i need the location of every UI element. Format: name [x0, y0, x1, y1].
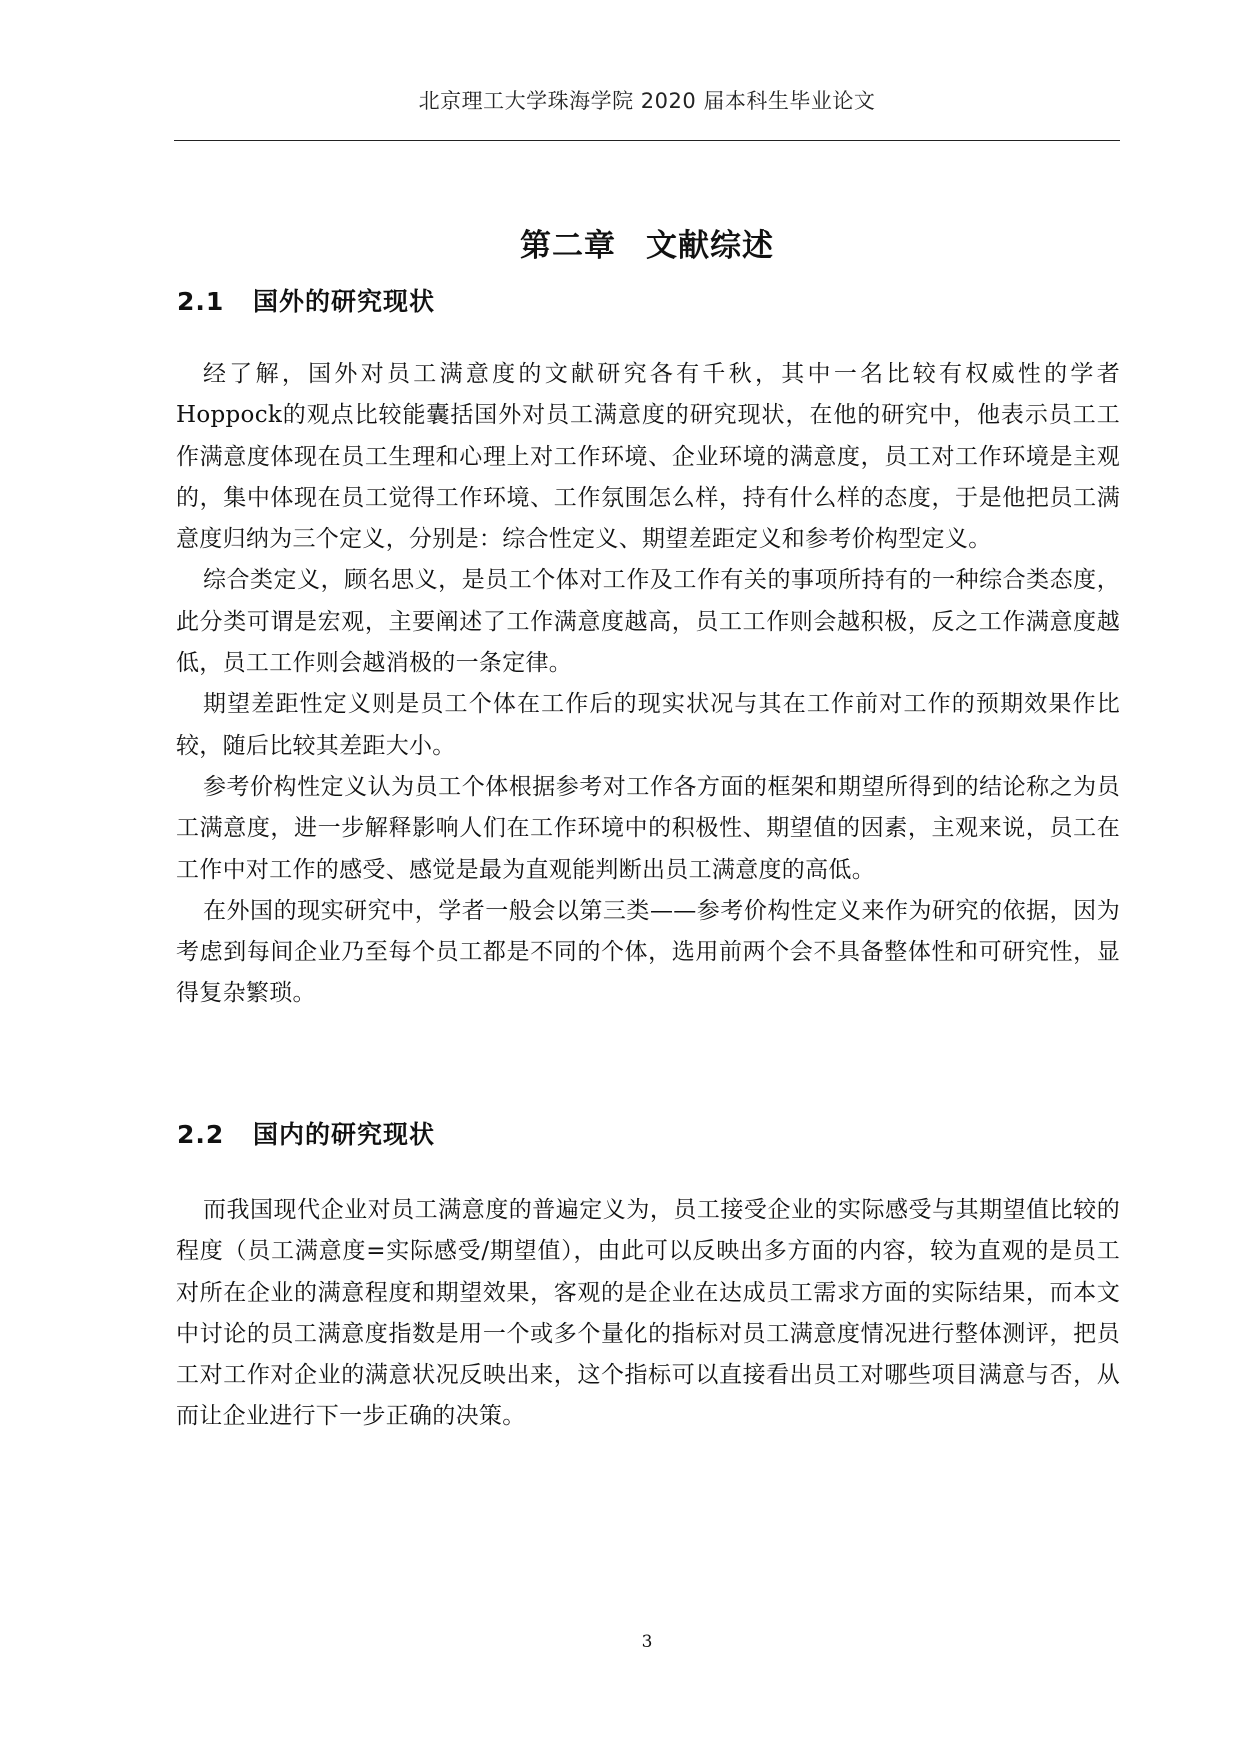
- section-title: 国内的研究现状: [253, 1120, 436, 1149]
- paragraph: 经了解，国外对员工满意度的文献研究各有千秋，其中一名比较有权威性的学者Hoppock的观点比较能囊括国外对员工满意度的研究现状，在他的研究中，他表示员工工作满意度体现在员工生理和心理上对工作环境、企业环境的满意度，员工对工作环境是主观的，集中体现在员工觉得工作环境、工作氛围怎么样，持有什么样的态度，于是他把员工满意度归纳为三个定义，分别是：综合性定义、期望差距定义和参考价构型定义。: [176, 361, 1120, 553]
- paragraph: 而我国现代企业对员工满意度的普遍定义为，员工接受企业的实际感受与其期望值比较的程度（员工满意度=实际感受/期望值），由此可以反映出多方面的内容，较为直观的是员工对所在企业的满意程度和期望效果，客观的是企业在达成员工需求方面的实际结果，而本文中讨论的员工满意度指数是用一个或多个量化的指标对员工满意度情况进行整体测评，把员工对工作对企业的满意状况反映出来，这个指标可以直接看出员工对哪些项目满意与否，从而让企业进行下一步正确的决策。: [176, 1197, 1120, 1430]
- section-heading-2-1: [177, 285, 435, 319]
- chapter-title: [174, 226, 1120, 266]
- header-rule: [174, 140, 1120, 141]
- section-2-1-body: [176, 354, 1120, 1015]
- chapter-number: 第二章: [520, 228, 616, 264]
- paragraph: 在外国的现实研究中，学者一般会以第三类——参考价构性定义来作为研究的依据，因为考虑到每间企业乃至每个员工都是不同的个体，选用前两个会不具备整体性和可研究性，显得复杂繁琐。: [176, 897, 1120, 1007]
- section-number: 2.2: [177, 1120, 225, 1149]
- paragraph: 期望差距性定义则是员工个体在工作后的现实状况与其在工作前对工作的预期效果作比较，随后比较其差距大小。: [176, 691, 1120, 759]
- section-2-2-body: [176, 1190, 1120, 1438]
- section-number: 2.1: [177, 287, 225, 316]
- paragraph: 参考价构性定义认为员工个体根据参考对工作各方面的框架和期望所得到的结论称之为员工满意度，进一步解释影响人们在工作环境中的积极性、期望值的因素，主观来说，员工在工作中对工作的感受、感觉是最为直观能判断出员工满意度的高低。: [176, 773, 1120, 883]
- section-heading-2-2: [177, 1118, 435, 1152]
- chapter-name: 文献综述: [646, 228, 774, 264]
- section-title: 国外的研究现状: [253, 287, 436, 316]
- page-number: 3: [641, 1632, 653, 1652]
- paragraph: 综合类定义，顾名思义，是员工个体对工作及工作有关的事项所持有的一种综合类态度，此分类可谓是宏观，主要阐述了工作满意度越高，员工工作则会越积极，反之工作满意度越低，员工工作则会越消极的一条定律。: [176, 567, 1120, 677]
- running-header: 北京理工大学珠海学院 2020 届本科生毕业论文: [418, 89, 876, 113]
